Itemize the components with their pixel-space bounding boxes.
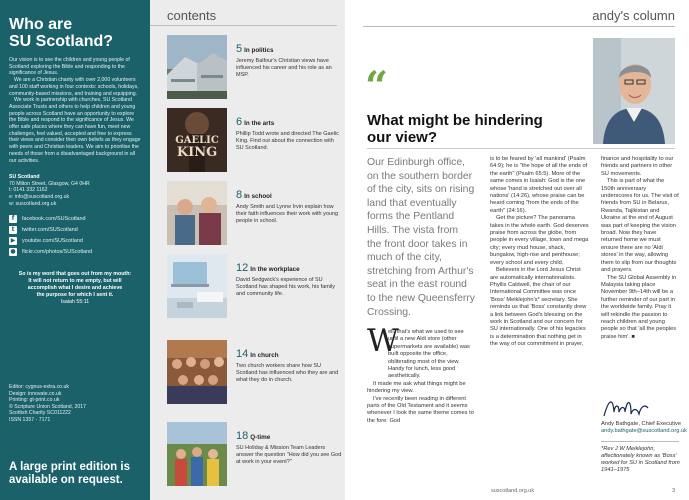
- contents-section: In politics: [244, 47, 274, 54]
- footnote-rule: [601, 441, 679, 442]
- sidebar-partnership-paragraph: We work in partnership with churches, SU Scotland Associate Trusts and others to help children and young people across Scotland have an opportunity to explore the Bible and respond to the significance of Jesus. We offer safe places where they can have fun, meet new challenges, feel valued, accepted and free to express their views and consider their own beliefs as they engage with peers and Christian leaders. We aim to prioritise the needs of those from a disadvantaged background in all our activities.: [9, 97, 141, 164]
- headline-rule: [367, 148, 675, 149]
- scripture-quote: [9, 271, 141, 306]
- contents-description: Two church workers share how SU Scotland has influenced who they are and what they do in church.: [236, 363, 339, 383]
- contents-item-church[interactable]: [167, 340, 342, 404]
- contents-section: In school: [244, 193, 272, 200]
- about-sidebar: [0, 0, 150, 500]
- social-link-twitter[interactable]: [9, 224, 141, 235]
- article-paragraph: Believers in the Lord Jesus Christ are automatically internationalists. Phyllis Caldwell, the chair of our International Committee was once 'Boss' Meiklejohn's* secretary. She reminds us that 'Boss' constantly drew a link between God's blessing on the work in Scotland and our concern for SU internationally. One of his legacies is a determination that nothing get in the way of our commitment in prayer,: [490, 267, 587, 348]
- contents-description: Phillip Todd wrote and directed The Gaelic King. Find out about the connection with SU Scotland.: [236, 131, 339, 151]
- contents-page-number: 12: [236, 262, 249, 274]
- article-headline: What might be hindering our view?: [367, 112, 543, 146]
- paragraph-text: ell, that's what we used to see until a new Aldi store (other supermarkets are available) was built opposite the office, obliterating most of the view. Handy for lunch, less good aesthetically.: [388, 329, 470, 380]
- article-paragraph: is to be feared by 'all mankind' (Psalm 64:9); he is "the hope of all the ends of the earth" (Psalm 65:5). More of the same comes in Isaiah: God is the one whose 'hand is stretched out over all nations' (14:26), whose praise can be heard coming "from the ends of the earth" (24:16).: [490, 156, 588, 214]
- author-portrait: [593, 38, 675, 144]
- facebook-icon: f: [9, 215, 17, 223]
- article-column-1: [367, 323, 475, 425]
- quote-line: So is my word that goes out from my mouth:: [18, 271, 132, 278]
- large-print-line: available on request.: [9, 474, 123, 486]
- social-link-label: facebook.com/SUScotland: [22, 215, 86, 222]
- church-workers-photo: [167, 340, 227, 404]
- author-email[interactable]: andy.bathgate@suscotland.org.uk: [601, 428, 687, 434]
- social-link-label: flickr.com/photos/SUScotland: [22, 248, 93, 255]
- footer-url[interactable]: suscotland.org.uk: [491, 488, 535, 494]
- contents-description: Andy Smith and Lynne Irvin explain how their faith influences their work with young people in school.: [236, 204, 339, 224]
- credit-editor: Editor: cygnus-extra.co.uk: [9, 384, 69, 390]
- contents-page-number: 8: [236, 189, 243, 201]
- twitter-icon: t: [9, 226, 17, 234]
- contents-item-workplace[interactable]: [167, 254, 342, 318]
- social-link-label: twitter.com/SUScotland: [22, 226, 78, 233]
- q-time-photo: [167, 422, 227, 486]
- workplace-photo: [167, 254, 227, 318]
- contents-description: SU Holiday & Mission Team Leaders answer the question "How did you see God at work in your event?": [236, 445, 342, 465]
- article-paragraph: [367, 323, 475, 381]
- contents-item-qtime[interactable]: [167, 422, 342, 486]
- article-paragraph: Get the picture? The panorama takes in the whole earth. God deserves praise from across the globe, from people in every village, town and mega city; every mud house, shack, bungalow, high-rise and penthouse; every school and every child.: [490, 215, 589, 266]
- article-paragraph: The SU Global Assembly in Malaysia taking place November 9th–14th will be a further reminder of our part in the worldwide family. Pray it will rekindle the passion to reach children and young people so that 'all the peoples praise him'. ■: [601, 274, 677, 340]
- column-title-rule: [363, 26, 675, 27]
- address-phone: t: 0141 332 1162: [9, 187, 48, 194]
- sidebar-title-line2: SU Scotland?: [9, 33, 114, 50]
- credit-design: Design: innovate.co.uk: [9, 390, 62, 397]
- school-photo: [167, 181, 227, 245]
- contents-item-arts[interactable]: [167, 108, 342, 172]
- address-org: SU Scotland: [9, 174, 40, 181]
- contents-section: In the workplace: [250, 266, 300, 273]
- footnote: *Rev J W Meiklejohn, affectionately known as 'Boss' worked for SU in Scotland from 1941–1975: [601, 446, 680, 473]
- article-column-2: [490, 156, 590, 349]
- contents-section: Q-time: [250, 434, 271, 441]
- sidebar-intro: [9, 57, 141, 164]
- article-column-3: [601, 156, 679, 341]
- poster-title-line1: GAELIC: [175, 135, 219, 146]
- author-signoff: [601, 421, 687, 435]
- article-paragraph: It made me ask what things might be hindering my view.: [367, 380, 466, 395]
- contents-title: contents: [150, 0, 337, 26]
- column-title: andy's column: [592, 8, 675, 23]
- social-link-youtube[interactable]: [9, 235, 141, 246]
- credit-printing: Printing: gt-print.co.uk: [9, 397, 60, 404]
- social-links: [9, 213, 141, 257]
- article-lead: Our Edinburgh office, on the southern border of the city, sits on rising land that eventually forms the Pentland Hills. The vista from the front door takes in much of the city, stretching from Arthur's seat in the east round to the new Queensferry Crossing.: [367, 157, 476, 318]
- author-signature: [601, 394, 651, 420]
- drop-cap: W: [367, 323, 399, 359]
- quote-line: accomplish what I desire and achieve: [27, 285, 123, 292]
- contents-section: In church: [250, 352, 279, 359]
- credit-copyright: © Scripture Union Scotland, 2017: [9, 403, 87, 410]
- sidebar-title-line1: Who are: [9, 16, 73, 33]
- contents-page-number: 14: [236, 348, 249, 360]
- contents-page-number: 5: [236, 43, 243, 55]
- flickr-icon: ●: [10, 248, 16, 256]
- address-web[interactable]: w: suscotland.org.uk: [9, 200, 57, 207]
- quote-mark-icon: “: [365, 63, 389, 110]
- article-paragraph: I've recently been reading in different parts of the Old Testament and it seems whenever I look the same theme comes to the fore: God: [367, 395, 474, 424]
- sidebar-vision-paragraph: Our vision is to see the children and young people of Scotland exploring the Bible and responding to the significance of Jesus.: [9, 57, 130, 77]
- contents-panel: [150, 0, 345, 500]
- article-paragraph: finance and hospitality to our friends and partners in other SU movements.: [601, 156, 674, 177]
- quote-line: the purpose for which I sent it.: [36, 291, 114, 298]
- andys-column-article: [345, 0, 689, 500]
- contents-item-politics[interactable]: [167, 35, 342, 99]
- address-street: 70 Milton Street, Glasgow, G4 0HR: [9, 180, 90, 187]
- social-link-label: youtube.com/SUScotland: [22, 237, 83, 244]
- contents-page-number: 18: [236, 430, 249, 442]
- contact-address: [9, 174, 141, 207]
- gaelic-king-poster: [167, 108, 227, 172]
- social-link-flickr[interactable]: [9, 246, 141, 257]
- credit-charity: Scottish Charity SC011222: [9, 410, 71, 417]
- youtube-icon: ▶: [10, 237, 16, 245]
- contents-description: Jeremy Balfour's Christian views have influenced his career and his role as an MSP.: [236, 58, 332, 78]
- page-number: 3: [671, 488, 675, 494]
- contents-page-number: 6: [236, 116, 243, 128]
- sidebar-charity-paragraph: We are a Christian charity with over 2,000 volunteers and 100 staff working in four contexts: schools, holidays, community-based missions, and training and equipping.: [9, 77, 139, 97]
- sidebar-title: [9, 16, 141, 50]
- contents-description: David Sedgwick's experience of SU Scotland has shaped his work, his family and community life.: [236, 277, 336, 297]
- large-print-notice: [9, 461, 130, 487]
- parliament-photo: [167, 35, 227, 99]
- credit-issn: ISSN 1357 - 7171: [9, 416, 51, 423]
- poster-title-line2: KING: [176, 145, 218, 160]
- quote-line: It will not return to me empty, but will: [28, 278, 122, 285]
- large-print-line: A large print edition is: [9, 461, 130, 473]
- address-email[interactable]: e: info@suscotland.org.uk: [9, 194, 70, 201]
- quote-reference: Isaiah 55:11: [60, 298, 90, 305]
- article-paragraph: This is part of what the 150th anniversary underscores for us. The visit of friends from SU in Belarus, Rwanda, Tajikistan and Ukraine at the end of August was part of keeping the vision broad. Now they have returned home we must ensure there are no 'Aldi stores' in the way, allowing them to slip from our thoughts and prayers.: [601, 178, 679, 274]
- author-name: Andy Bathgate, Chief Executive: [601, 421, 681, 427]
- credits: [9, 384, 86, 424]
- contents-section: In the arts: [244, 120, 275, 127]
- social-link-facebook[interactable]: [9, 213, 141, 224]
- contents-item-school[interactable]: [167, 181, 342, 245]
